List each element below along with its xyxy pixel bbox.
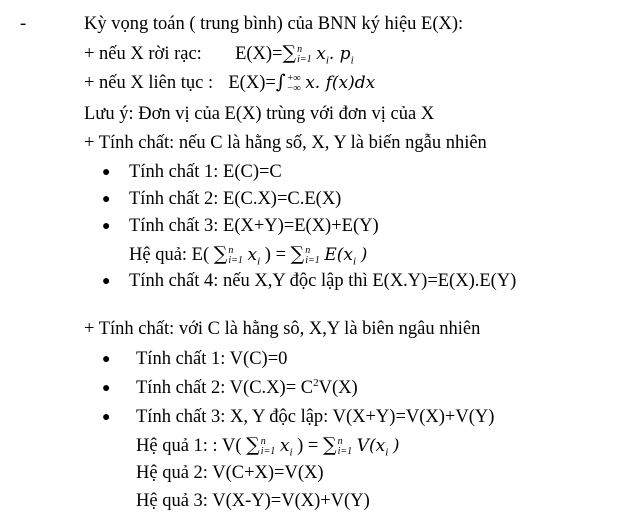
bullet-icon: ●	[102, 192, 111, 207]
v-prop-2	[136, 377, 358, 399]
discrete-p-sub: i	[350, 54, 354, 67]
bullet-icon: ●	[102, 410, 111, 425]
bullet-icon: ●	[102, 352, 111, 367]
sum-term-sub: i	[257, 255, 261, 268]
corollary-rhs: E(x	[324, 245, 354, 265]
sum-lower: i=1	[305, 254, 320, 266]
corollary-mid: ) =	[264, 245, 287, 265]
discrete-dot-p: . p	[328, 44, 351, 64]
v-corollary-1	[136, 434, 400, 457]
sum-lower: i=1	[337, 445, 353, 457]
corollary-end: )	[360, 245, 368, 265]
bullet-icon: ●	[102, 274, 111, 289]
bullet-icon: ●	[102, 381, 111, 396]
variance-props-heading: + Tính chất: với C là hằng sô, X,Y là biên ngâu nhiên	[84, 319, 481, 339]
v-prop-2-sup: 2	[313, 376, 319, 389]
cor1-end: )	[392, 436, 400, 456]
sum-icon: ∑	[246, 434, 260, 456]
sum-icon: ∑	[290, 243, 305, 265]
e-corollary	[129, 243, 367, 266]
cor1-mid: ) =	[297, 436, 319, 456]
v-corollary-2: Hệ quả 2: V(C+X)=V(X)	[136, 463, 324, 483]
corollary-prefix: Hệ quả: E(	[129, 245, 210, 265]
expectation-props-heading: + Tính chất: nếu C là hằng số, X, Y là biến ngẫu nhiên	[84, 133, 487, 153]
v-prop-3: Tính chất 3: X, Y độc lập: V(X+Y)=V(X)+V(Y)	[136, 407, 495, 427]
sum-term: x	[279, 436, 290, 456]
integral-upper: +∞	[286, 72, 301, 84]
sum-upper: n	[305, 244, 311, 256]
discrete-lhs: E(X)=	[235, 44, 283, 64]
sum-lower: i=1	[228, 254, 243, 266]
sum-lower: i=1	[297, 53, 312, 65]
discrete-term: x	[316, 44, 326, 64]
bullet-icon: ●	[102, 165, 111, 180]
sum-lower: i=1	[260, 445, 276, 457]
discrete-formula	[84, 42, 354, 65]
continuous-lhs: E(X)=	[228, 73, 276, 93]
sum-icon: ∑	[213, 243, 228, 265]
cor1-rhs: V(x	[356, 436, 386, 456]
expectation-heading: Kỳ vọng toán ( trung bình) của BNN ký hiệu E(X):	[84, 14, 464, 34]
v-corollary-3: Hệ quả 3: V(X-Y)=V(X)+V(Y)	[136, 491, 370, 511]
cor1-prefix: Hệ quả 1: : V(	[136, 436, 242, 456]
unit-note: Lưu ý: Đơn vị của E(X) trùng với đơn vị của X	[84, 104, 435, 124]
continuous-label: + nếu X liên tục :	[84, 73, 214, 93]
sum-upper: n	[297, 43, 303, 55]
continuous-expr: x. f(x)dx	[305, 73, 376, 93]
e-prop-2: Tính chất 2: E(C.X)=C.E(X)	[129, 189, 342, 209]
integral-lower: −∞	[286, 82, 301, 94]
dash-marker: -	[20, 14, 27, 34]
sum-upper: n	[337, 435, 343, 447]
sum-upper: n	[260, 435, 266, 447]
sum-term-sub: i	[353, 255, 357, 268]
v-prop-1: Tính chất 1: V(C)=0	[136, 349, 288, 369]
continuous-formula	[84, 71, 375, 94]
bullet-icon: ●	[102, 219, 111, 234]
e-prop-1: Tính chất 1: E(C)=C	[129, 162, 282, 182]
e-prop-4: Tính chất 4: nếu X,Y độc lập thì E(X.Y)=E(X).E(Y)	[129, 271, 517, 291]
sum-icon: ∑	[323, 434, 337, 456]
discrete-term-sub: i	[325, 54, 329, 67]
sum-term: x	[247, 245, 258, 265]
discrete-label: + nếu X rời rạc:	[84, 44, 202, 64]
sum-upper: n	[228, 244, 234, 256]
v-prop-2-pre: Tính chất 2: V(C.X)= C	[136, 378, 314, 398]
sum-icon: ∑	[282, 42, 297, 64]
sum-term-sub: i	[385, 446, 389, 459]
e-prop-3: Tính chất 3: E(X+Y)=E(X)+E(Y)	[129, 216, 379, 236]
sum-term-sub: i	[289, 446, 293, 459]
integral-icon: ∫	[275, 71, 286, 93]
v-prop-2-post: V(X)	[318, 378, 358, 398]
